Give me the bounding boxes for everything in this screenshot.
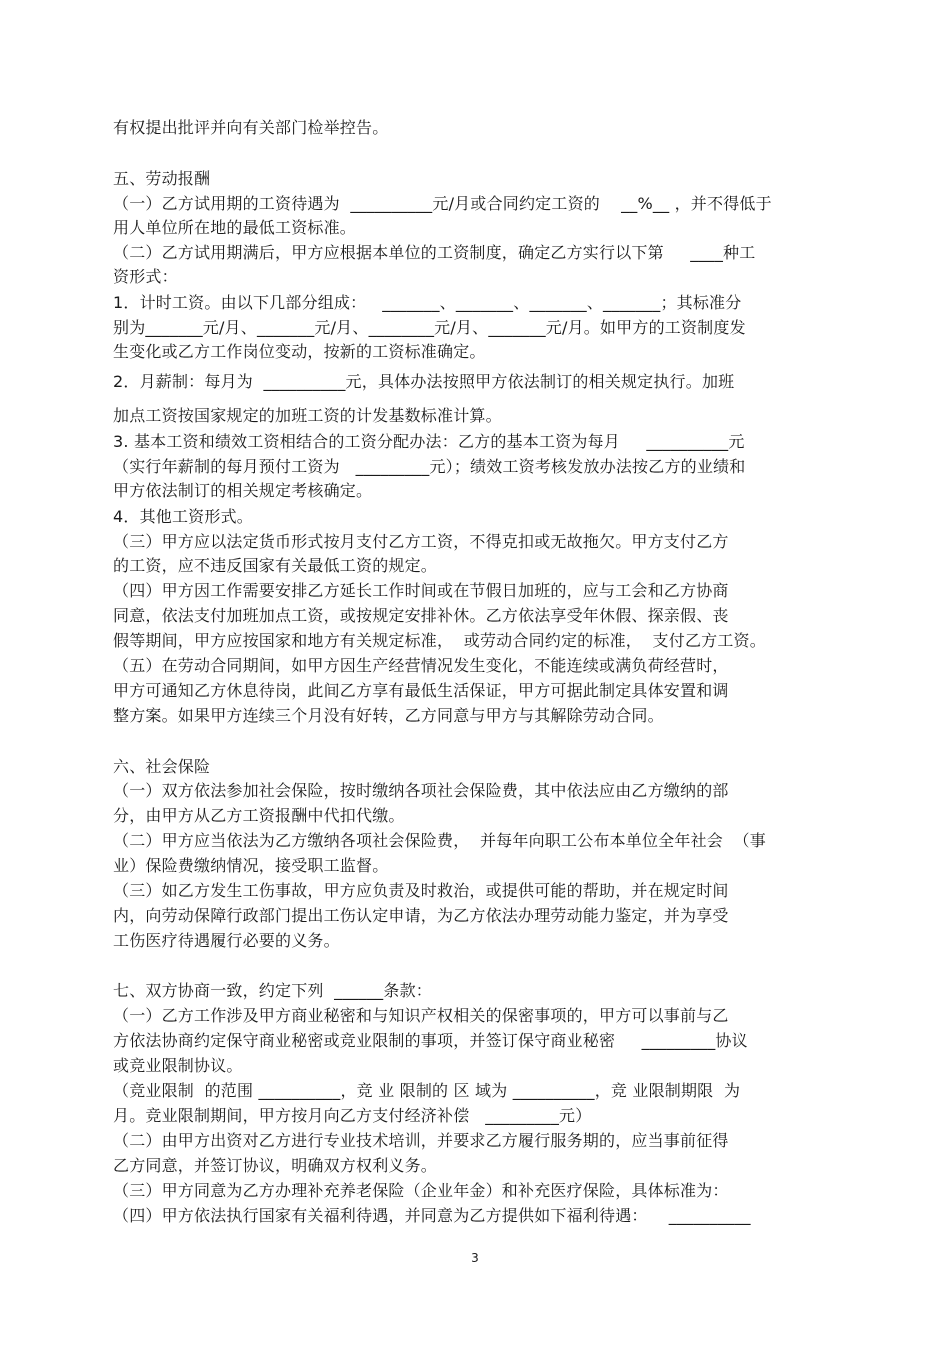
text-line: （二）甲方应当依法为乙方缴纳各项社会保险费， 并每年向职工公布本单位全年社会 （事	[113, 831, 766, 850]
text-line: （一）双方依法参加社会保险，按时缴纳各项社会保险费，其中依法应由乙方缴纳的部	[113, 781, 729, 800]
text-line: 分，由甲方从乙方工资报酬中代扣代缴。	[113, 806, 405, 825]
text-line: 甲方可通知乙方休息待岗，此间乙方享有最低生活保证，甲方可据此制定具体安置和调	[113, 681, 729, 700]
text-line: 或竞业限制协议。	[113, 1056, 243, 1075]
section-heading: 六、社会保险	[113, 757, 211, 776]
text-line: （二）由甲方出资对乙方进行专业技术培训，并要求乙方履行服务期的，应当事前征得	[113, 1131, 729, 1150]
text-line: 整方案。如果甲方连续三个月没有好转，乙方同意与甲方与其解除劳动合同。	[113, 706, 664, 725]
text-line: 月。竞业限制期间，甲方按月向乙方支付经济补偿 _________元）	[113, 1106, 592, 1125]
text-line: 同意，依法支付加班加点工资，或按规定安排补休。乙方依法享受年休假、探亲假、丧	[113, 606, 729, 625]
text-line: （二）乙方试用期满后，甲方应根据本单位的工资制度，确定乙方实行以下第 ____种工	[113, 243, 756, 262]
section-heading: 七、双方协商一致，约定下列 ______条款：	[113, 981, 432, 1000]
text-line: （一）乙方试用期的工资待遇为 __________元/月或合同约定工资的 __%__ ，并不得低于	[113, 194, 772, 213]
text-line: 有权提出批评并向有关部门检举控告。	[113, 118, 389, 137]
text-line: （三）甲方应以法定货币形式按月支付乙方工资，不得克扣或无故拖欠。甲方支付乙方	[113, 532, 729, 551]
text-line: 内，向劳动保障行政部门提出工伤认定申请，为乙方依法办理劳动能力鉴定，并为享受	[113, 906, 729, 925]
text-line: 加点工资按国家规定的加班工资的计发基数标准计算。	[113, 406, 502, 425]
text-line: 假等期间，甲方应按国家和地方有关规定标准， 或劳动合同约定的标准， 支付乙方工资。	[113, 631, 766, 650]
text-line: （四）甲方依法执行国家有关福利待遇，并同意为乙方提供如下福利待遇： __________	[113, 1206, 751, 1225]
section-heading: 五、劳动报酬	[113, 169, 211, 188]
text-line: （五）在劳动合同期间，如甲方因生产经营情况发生变化，不能连续或满负荷经营时，	[113, 656, 729, 675]
text-line: （四）甲方因工作需要安排乙方延长工作时间或在节假日加班的，应与工会和乙方协商	[113, 581, 729, 600]
text-line: 生变化或乙方工作岗位变动，按新的工资标准确定。	[113, 342, 486, 361]
text-line: 方依法协商约定保守商业秘密或竞业限制的事项，并签订保守商业秘密 _________协议	[113, 1031, 748, 1050]
text-line: 2．月薪制：每月为 __________元，具体办法按照甲方依法制订的相关规定执行。加班	[113, 372, 735, 391]
text-line: （实行年薪制的每月预付工资为 _________元）；绩效工资考核发放办法按乙方的业绩和	[113, 457, 746, 476]
text-line: 乙方同意，并签订协议，明确双方权利义务。	[113, 1156, 438, 1175]
text-line: 资形式：	[113, 267, 178, 286]
text-line: 4．其他工资形式。	[113, 507, 253, 526]
text-line: 业）保险费缴纳情况，接受职工监督。	[113, 856, 389, 875]
text-line: 3. 基本工资和绩效工资相结合的工资分配办法：乙方的基本工资为每月 __________元	[113, 432, 745, 451]
text-line: （三）如乙方发生工伤事故，甲方应负责及时救治，或提供可能的帮助，并在规定时间	[113, 881, 729, 900]
text-line: 甲方依法制订的相关规定考核确定。	[113, 481, 373, 500]
page-number: 3	[471, 1251, 479, 1265]
text-line: （三）甲方同意为乙方办理补充养老保险（企业年金）和补充医疗保险，具体标准为：	[113, 1181, 729, 1200]
text-line: 别为_______元/月、_______元/月、________元/月、_______元/月。如甲方的工资制度发	[113, 318, 746, 337]
text-line: 的工资，应不违反国家有关最低工资的规定。	[113, 556, 438, 575]
text-line: 1．计时工资。由以下几部分组成： _______、_______、_______、_______；其标准分	[113, 293, 742, 312]
text-line: 工伤医疗待遇履行必要的义务。	[113, 931, 340, 950]
text-line: （竞业限制 的范围 __________，竞 业 限制的 区 域为 __________，竞 业限制期限 为	[113, 1081, 741, 1100]
text-line: 用人单位所在地的最低工资标准。	[113, 218, 357, 237]
text-line: （一）乙方工作涉及甲方商业秘密和与知识产权相关的保密事项的，甲方可以事前与乙	[113, 1006, 729, 1025]
